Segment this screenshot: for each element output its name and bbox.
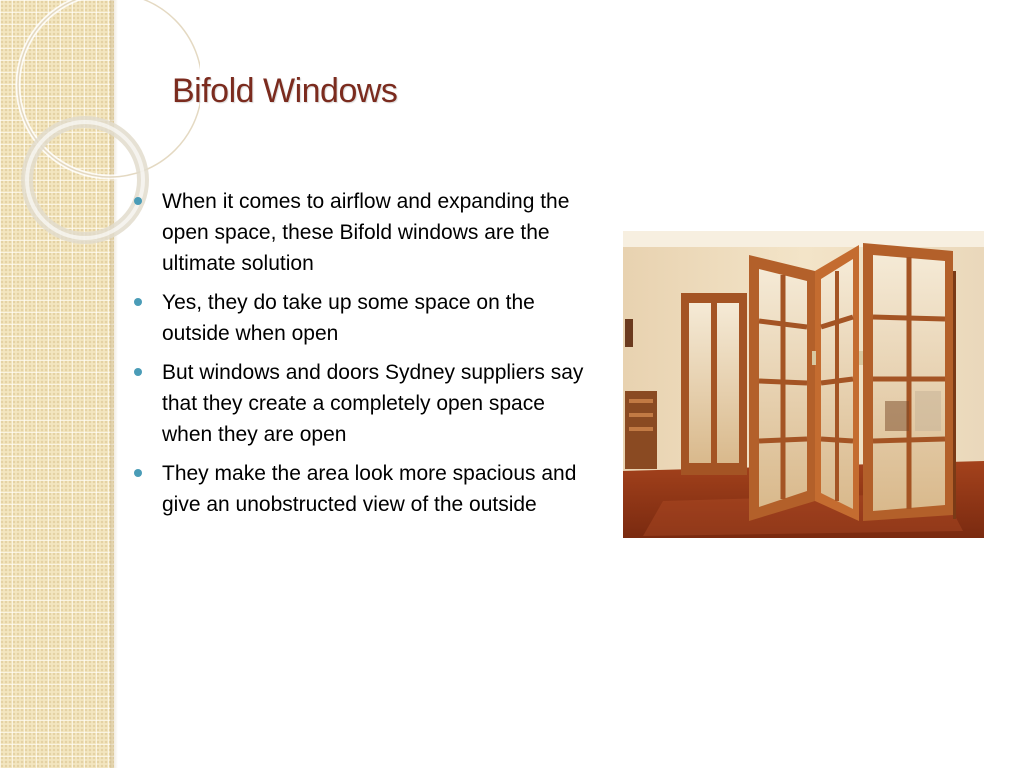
bullet-text: When it comes to airflow and expanding the open space, these Bifold windows are the ultimate solution xyxy=(162,190,570,275)
bullet-marker-icon xyxy=(134,197,142,205)
slide-title: Bifold Windows xyxy=(172,72,398,110)
bullet-item xyxy=(134,287,584,349)
bullet-item xyxy=(134,186,584,279)
bullet-marker-icon xyxy=(134,469,142,477)
bullet-text: But windows and doors Sydney suppliers say that they create a completely open space when they are open xyxy=(162,361,584,446)
bullet-list xyxy=(134,186,584,528)
bullet-text: Yes, they do take up some space on the outside when open xyxy=(162,291,535,345)
bullet-item xyxy=(134,357,584,450)
bifold-windows-photo xyxy=(623,231,984,538)
bullet-marker-icon xyxy=(134,368,142,376)
bullet-text: They make the area look more spacious and give an unobstructed view of the outside xyxy=(162,462,577,516)
bullet-item xyxy=(134,458,584,520)
bullet-marker-icon xyxy=(134,298,142,306)
